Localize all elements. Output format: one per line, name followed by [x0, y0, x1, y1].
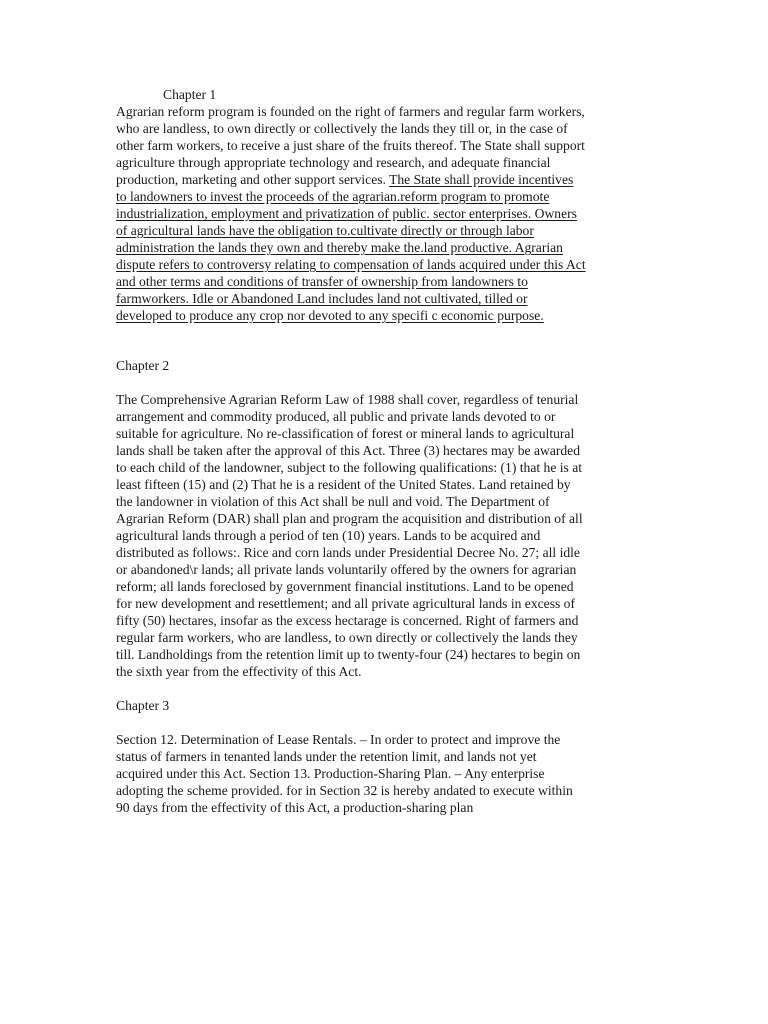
line-text: arrangement and commodity produced, all public and private lands devoted to or — [116, 409, 556, 424]
line-text: for new development and resettlement; and all private agricultural lands in excess of — [116, 596, 576, 611]
line-text: least fifteen (15) and (2) That he is a resident of the United States. Land retained by — [116, 477, 571, 492]
paragraph-line — [116, 137, 658, 154]
chapter-3-body — [116, 731, 658, 816]
line-text: The Comprehensive Agrarian Reform Law of 1988 shall cover, regardless of tenurial — [116, 392, 579, 407]
line-text: who are landless, to own directly or collectively the lands they till or, in the case of — [116, 121, 568, 136]
paragraph-line — [116, 120, 658, 137]
line-text: Agrarian Reform (DAR) shall plan and program the acquisition and distribution of all — [116, 511, 583, 526]
line-text: acquired under this Act. Section 13. Production-Sharing Plan. – Any enterprise — [116, 766, 545, 781]
paragraph-line — [116, 510, 658, 527]
paragraph-line — [116, 290, 658, 307]
underlined-text: administration the lands they own and thereby make the.land productive. Agrarian — [116, 240, 563, 255]
line-text: 90 days from the effectivity of this Act, a production-sharing plan — [116, 800, 474, 815]
paragraph-line — [116, 307, 658, 324]
paragraph-line — [116, 527, 658, 544]
paragraph-line — [116, 222, 658, 239]
line-text: status of farmers in tenanted lands under the retention limit, and lands not yet — [116, 749, 537, 764]
line-text: adopting the scheme provided. for in Section 32 is hereby andated to execute within — [116, 783, 573, 798]
paragraph-line — [116, 765, 658, 782]
paragraph-line — [116, 408, 658, 425]
spacer — [116, 324, 658, 357]
paragraph-line — [116, 595, 658, 612]
paragraph-line — [116, 391, 658, 408]
paragraph-line — [116, 273, 658, 290]
underlined-text: of agricultural lands have the obligation to.cultivate directly or through labor — [116, 223, 534, 238]
chapter-3 — [116, 697, 658, 816]
underlined-text: dispute refers to controversy relating to compensation of lands acquired under this Act — [116, 257, 586, 272]
line-text: the landowner in violation of this Act shall be null and void. The Department of — [116, 494, 550, 509]
line-text: production, marketing and other support services. — [116, 172, 390, 187]
line-text: lands shall be taken after the approval of this Act. Three (3) hectares may be awarded — [116, 443, 581, 458]
chapter-1-heading: Chapter 1 — [163, 87, 217, 102]
line-text: to each child of the landowner, subject to the following qualifications: (1) that he is at — [116, 460, 583, 475]
paragraph-line — [116, 171, 658, 188]
paragraph-line — [116, 731, 658, 748]
underlined-text: industrialization, employment and privatization of public. sector enterprises. Owners — [116, 206, 577, 221]
spacer — [116, 714, 658, 731]
chapter-3-heading: Chapter 3 — [116, 698, 170, 713]
paragraph-line — [116, 646, 658, 663]
paragraph-line — [116, 561, 658, 578]
paragraph-line — [116, 663, 658, 680]
underlined-text: The State shall provide incentives — [389, 172, 574, 187]
paragraph-line — [116, 188, 658, 205]
paragraph-line — [116, 154, 658, 171]
paragraph-line — [116, 544, 658, 561]
paragraph-line — [116, 748, 658, 765]
paragraph-line — [116, 425, 658, 442]
paragraph-line — [116, 239, 658, 256]
line-text: fifty (50) hectares, insofar as the excess hectarage is concerned. Right of farmers and — [116, 613, 579, 628]
line-text: suitable for agriculture. No re-classification of forest or mineral lands to agricultural — [116, 426, 575, 441]
paragraph-line — [116, 578, 658, 595]
underlined-text: developed to produce any crop nor devoted to any specifi c economic purpose. — [116, 308, 544, 323]
spacer — [116, 680, 658, 697]
underlined-text: and other terms and conditions of transfer of ownership from landowners to — [116, 274, 528, 289]
paragraph-line — [116, 799, 658, 816]
line-text: reform; all lands foreclosed by government financial institutions. Land to be opened — [116, 579, 574, 594]
underlined-text: to landowners to invest the proceeds of the agrarian.reform program to promote — [116, 189, 550, 204]
document-page — [116, 86, 658, 816]
line-text: agriculture through appropriate technology and research, and adequate financial — [116, 155, 551, 170]
paragraph-line — [116, 612, 658, 629]
paragraph-line — [116, 205, 658, 222]
line-text: or abandoned\r lands; all private lands voluntarily offered by the owners for agrarian — [116, 562, 577, 577]
paragraph-line — [116, 442, 658, 459]
underlined-text: farmworkers. Idle or Abandoned Land includes land not cultivated, tilled or — [116, 291, 528, 306]
chapter-1-body — [116, 103, 658, 324]
paragraph-line — [116, 782, 658, 799]
paragraph-line — [116, 256, 658, 273]
chapter-1 — [116, 86, 658, 324]
line-text: agricultural lands through a period of ten (10) years. Lands to be acquired and — [116, 528, 541, 543]
paragraph-line — [116, 493, 658, 510]
chapter-2-body — [116, 391, 658, 680]
chapter-2-heading: Chapter 2 — [116, 358, 170, 373]
line-text: Agrarian reform program is founded on the right of farmers and regular farm workers, — [116, 104, 585, 119]
line-text: Section 12. Determination of Lease Rentals. – In order to protect and improve the — [116, 732, 561, 747]
spacer — [116, 374, 658, 391]
paragraph-line — [116, 103, 658, 120]
line-text: distributed as follows:. Rice and corn lands under Presidential Decree No. 27; all idle — [116, 545, 580, 560]
paragraph-line — [116, 476, 658, 493]
line-text: the sixth year from the effectivity of this Act. — [116, 664, 362, 679]
line-text: till. Landholdings from the retention limit up to twenty-four (24) hectares to begin on — [116, 647, 581, 662]
line-text: other farm workers, to receive a just share of the fruits thereof. The State shall support — [116, 138, 585, 153]
chapter-2 — [116, 357, 658, 680]
paragraph-line — [116, 629, 658, 646]
line-text: regular farm workers, who are landless, to own directly or collectively the lands they — [116, 630, 578, 645]
paragraph-line — [116, 459, 658, 476]
